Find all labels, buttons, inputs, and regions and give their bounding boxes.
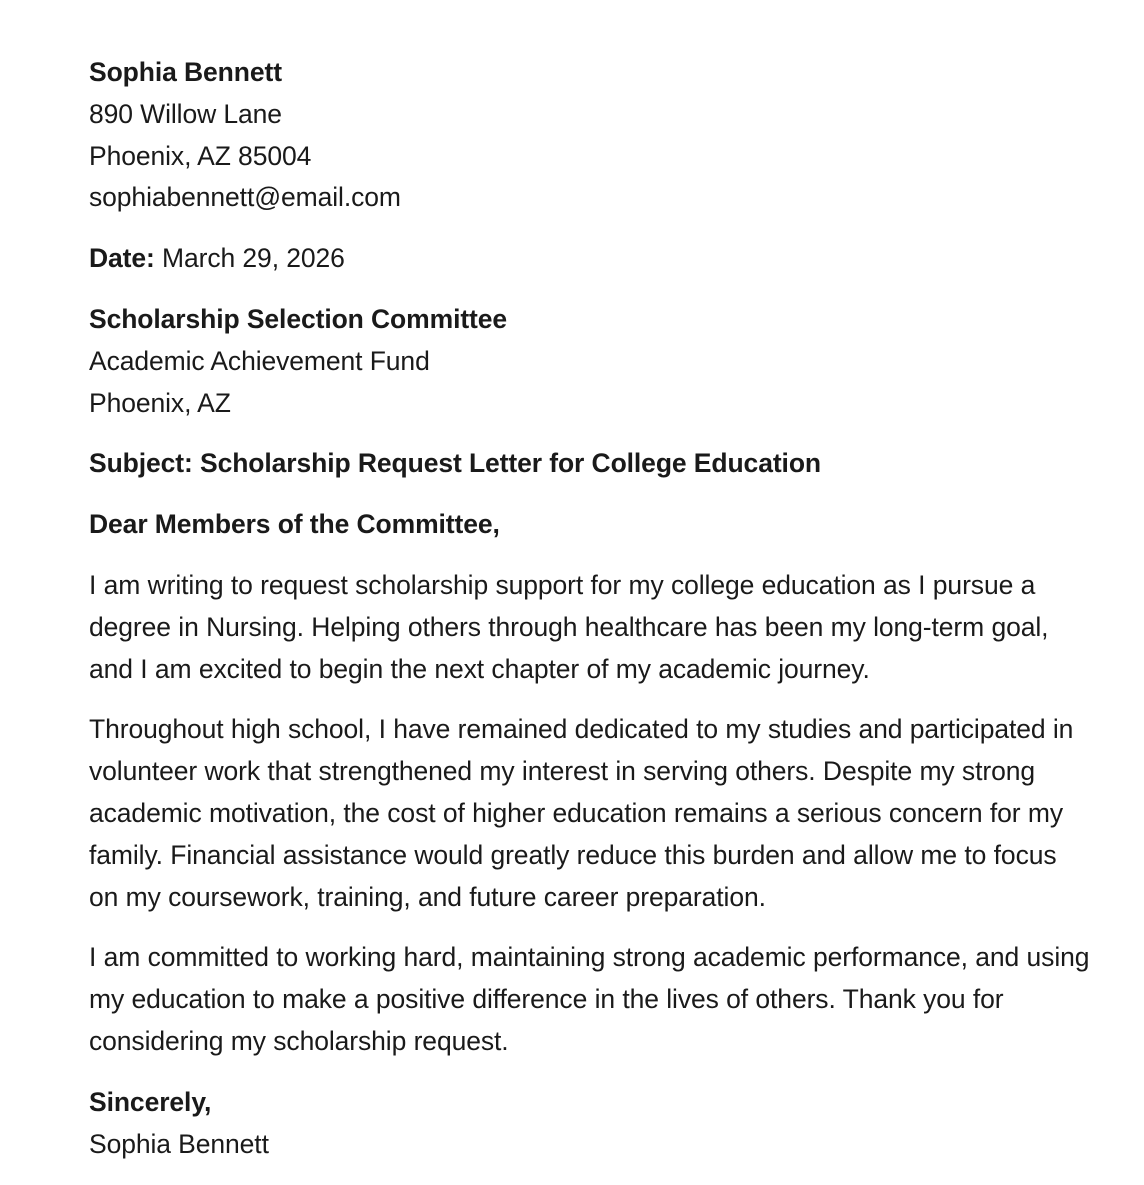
body-block — [89, 565, 1090, 1063]
date-value-text: March 29, 2026 — [162, 243, 345, 274]
date-value — [155, 243, 162, 273]
salutation-line: Dear Members of the Committee, — [89, 509, 500, 540]
body-paragraph-2: Throughout high school, I have remained dedicated to my studies and participated in volunteer work that strengthened my interest in serving others. Despite my strong academic motivation, the cost of higher education remains a serious concern for my family. Financial assistance would greatly reduce this burden and allow me to focus on my coursework, training, and future career preparation. — [89, 714, 1074, 912]
date-line — [89, 238, 1090, 280]
date-block — [89, 238, 1090, 280]
recipient-committee: Scholarship Selection Committee — [89, 303, 508, 334]
body-paragraph-1: I am writing to request scholarship support for my college education as I pursue a degree in Nursing. Helping others through healthcare has been my long-term goal, and I am excited to begin the next chapter of my academic journey. — [89, 569, 1049, 684]
subject-line: Subject: Scholarship Request Letter for College Education — [89, 448, 821, 479]
recipient-address-block — [89, 299, 1090, 424]
sender-email: sophiabennett@email.com — [89, 182, 401, 213]
sender-street: 890 Willow Lane — [89, 98, 282, 129]
sender-address-block — [89, 52, 1090, 219]
sender-name: Sophia Bennett — [89, 57, 282, 87]
closing-block — [89, 1082, 1090, 1166]
salutation-block — [89, 504, 1090, 546]
recipient-location: Phoenix, AZ — [89, 387, 231, 418]
closing-salutation: Sincerely, — [89, 1086, 212, 1117]
date-label: Date: — [89, 243, 155, 274]
subject-block — [89, 443, 1090, 485]
body-paragraph-3: I am committed to working hard, maintaining strong academic performance, and using my education to make a positive difference in the lives of others. Thank you for considering my scholarship request. — [89, 942, 1090, 1056]
signature-name: Sophia Bennett — [89, 1128, 269, 1159]
recipient-organization: Academic Achievement Fund — [89, 345, 430, 376]
sender-city-state-zip: Phoenix, AZ 85004 — [89, 140, 312, 171]
letter-body — [89, 52, 1090, 1165]
